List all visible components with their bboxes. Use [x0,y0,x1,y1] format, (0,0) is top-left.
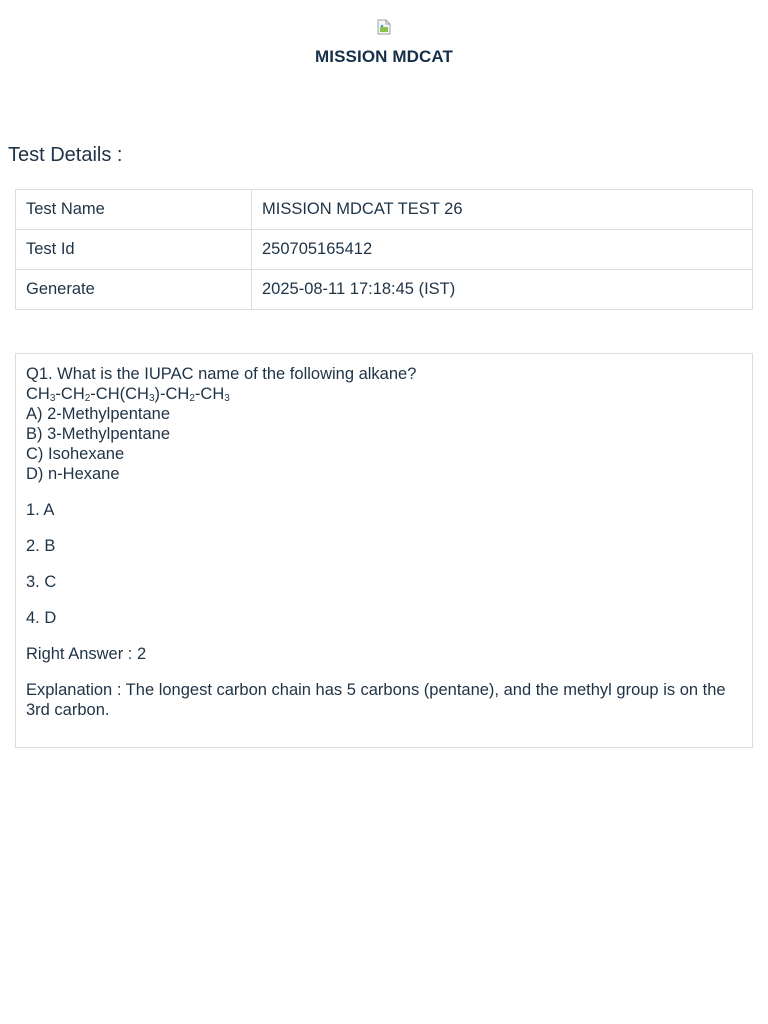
detail-value: 250705165412 [252,230,753,270]
table-row [16,270,753,310]
table-row [16,230,753,270]
question-card [15,353,753,748]
choice-b: B) 3-Methylpentane [26,425,170,443]
test-details-table [15,189,753,310]
detail-label: Generate [16,270,252,310]
option-1: 1. A [26,501,55,519]
question-text: Q1. What is the IUPAC name of the following alkane? [26,365,417,383]
explanation: Explanation : The longest carbon chain has 5 carbons (pentane), and the methyl group is on the 3rd carbon. [26,681,726,719]
table-row [16,190,753,230]
broken-image-icon [377,19,391,35]
right-answer: Right Answer : 2 [26,645,147,663]
choice-d: D) n-Hexane [26,465,120,483]
option-3: 3. C [26,573,57,591]
choice-a: A) 2-Methylpentane [26,405,170,423]
section-heading: Test Details : [8,144,123,166]
detail-label: Test Name [16,190,252,230]
detail-value: MISSION MDCAT TEST 26 [252,190,753,230]
option-2: 2. B [26,537,56,555]
question-formula: $CH_3-CH_2-CH(CH_3)-CH_2-CH_3$ [26,385,230,404]
option-4: 4. D [26,609,57,627]
detail-label: Test Id [16,230,252,270]
choice-c: C) Isohexane [26,445,125,463]
brand-title: MISSION MDCAT [315,47,453,66]
detail-value: 2025-08-11 17:18:45 (IST) [252,270,753,310]
